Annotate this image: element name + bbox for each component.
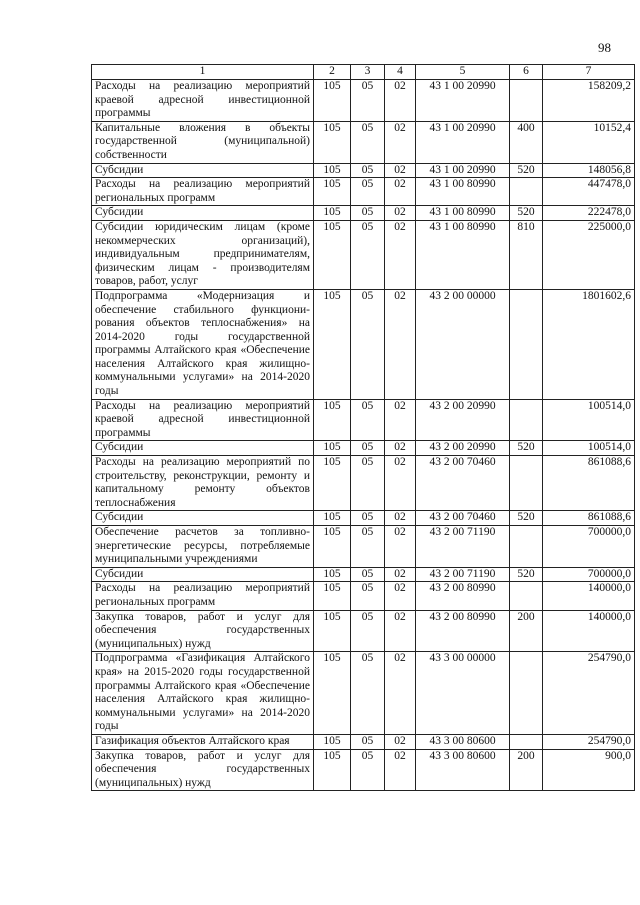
cell-code-5: 43 2 00 20990 — [416, 441, 510, 456]
cell-code-6 — [510, 526, 543, 568]
cell-code-6 — [510, 399, 543, 441]
table-body — [92, 80, 635, 791]
cell-code-6 — [510, 734, 543, 749]
table-row — [92, 749, 635, 791]
table-row — [92, 399, 635, 441]
cell-code-5: 43 2 00 71190 — [416, 526, 510, 568]
cell-code-6 — [510, 582, 543, 610]
cell-code-4: 02 — [385, 178, 416, 206]
table-header-row — [92, 65, 635, 80]
row-name-cell: Подпрограмма «Газификация Алтайского края» на 2015-2020 годы государственной программы Алтайского края «Обеспечение населения Алтайского края жилищно-коммунальными услугами» на 2014-2020 годы — [92, 652, 314, 735]
cell-code-3: 05 — [351, 441, 385, 456]
cell-amount: 100514,0 — [543, 441, 635, 456]
cell-code-3: 05 — [351, 526, 385, 568]
cell-code-4: 02 — [385, 749, 416, 791]
cell-code-3: 05 — [351, 163, 385, 178]
table-row — [92, 220, 635, 289]
cell-amount: 254790,0 — [543, 652, 635, 735]
table-row — [92, 610, 635, 652]
cell-code-2: 105 — [314, 206, 351, 221]
row-name-cell: Закупка товаров, работ и услуг для обеспечения государственных (муниципальных) нужд — [92, 610, 314, 652]
cell-code-2: 105 — [314, 121, 351, 163]
cell-code-5: 43 3 00 00000 — [416, 652, 510, 735]
cell-code-2: 105 — [314, 610, 351, 652]
cell-code-6: 200 — [510, 610, 543, 652]
cell-code-2: 105 — [314, 652, 351, 735]
cell-code-6: 200 — [510, 749, 543, 791]
cell-code-4: 02 — [385, 206, 416, 221]
table-row — [92, 441, 635, 456]
row-name-cell: Расходы на реализацию мероприятий краевой адресной инвестиционной программы — [92, 80, 314, 122]
column-header: 4 — [385, 65, 416, 80]
row-name-cell: Расходы на реализацию мероприятий региональных программ — [92, 582, 314, 610]
cell-code-5: 43 1 00 20990 — [416, 80, 510, 122]
column-header: 3 — [351, 65, 385, 80]
cell-code-5: 43 2 00 70460 — [416, 511, 510, 526]
cell-code-6: 520 — [510, 206, 543, 221]
cell-code-2: 105 — [314, 178, 351, 206]
cell-code-2: 105 — [314, 163, 351, 178]
table-row — [92, 289, 635, 399]
cell-code-2: 105 — [314, 526, 351, 568]
cell-code-5: 43 1 00 80990 — [416, 220, 510, 289]
cell-code-2: 105 — [314, 399, 351, 441]
row-name-cell: Расходы на реализацию мероприятий краевой адресной инвестиционной программы — [92, 399, 314, 441]
cell-code-6: 520 — [510, 511, 543, 526]
cell-code-3: 05 — [351, 289, 385, 399]
table-row — [92, 163, 635, 178]
row-name-cell: Подпрограмма «Модернизация и обеспечение стабильного функционирования объектов теплоснабжения» на 2014-2020 годы государственной программы Алтайского края «Обеспечение населения Алтайского края жилищно-коммунальными услугами» на 2014-2020 годы — [92, 289, 314, 399]
cell-amount: 700000,0 — [543, 526, 635, 568]
cell-code-6: 520 — [510, 567, 543, 582]
cell-code-4: 02 — [385, 441, 416, 456]
cell-code-4: 02 — [385, 289, 416, 399]
row-name-cell: Субсидии юридическим лицам (кроме некоммерческих организаций), индивидуальным предпринимателям, физическим лицам - производителям товаров, работ, услуг — [92, 220, 314, 289]
cell-code-5: 43 2 00 00000 — [416, 289, 510, 399]
cell-code-6 — [510, 456, 543, 511]
cell-code-5: 43 1 00 20990 — [416, 163, 510, 178]
cell-amount: 900,0 — [543, 749, 635, 791]
cell-amount: 254790,0 — [543, 734, 635, 749]
table-row — [92, 652, 635, 735]
cell-code-4: 02 — [385, 734, 416, 749]
cell-code-2: 105 — [314, 749, 351, 791]
cell-amount: 148056,8 — [543, 163, 635, 178]
column-header: 5 — [416, 65, 510, 80]
cell-amount: 140000,0 — [543, 582, 635, 610]
cell-amount: 861088,6 — [543, 511, 635, 526]
row-name-cell: Обеспечение расчетов за топливно-энергетические ресурсы, потребляемые муниципальными учреждениями — [92, 526, 314, 568]
cell-code-2: 105 — [314, 80, 351, 122]
cell-code-5: 43 1 00 80990 — [416, 178, 510, 206]
row-name-cell: Закупка товаров, работ и услуг для обеспечения государственных (муниципальных) нужд — [92, 749, 314, 791]
row-name-cell: Субсидии — [92, 206, 314, 221]
cell-code-5: 43 2 00 20990 — [416, 399, 510, 441]
table-row — [92, 121, 635, 163]
cell-code-5: 43 3 00 80600 — [416, 734, 510, 749]
cell-amount: 140000,0 — [543, 610, 635, 652]
row-name-cell: Субсидии — [92, 511, 314, 526]
cell-code-4: 02 — [385, 220, 416, 289]
cell-code-5: 43 2 00 71190 — [416, 567, 510, 582]
cell-code-2: 105 — [314, 289, 351, 399]
cell-code-4: 02 — [385, 163, 416, 178]
cell-code-4: 02 — [385, 526, 416, 568]
cell-code-2: 105 — [314, 567, 351, 582]
cell-code-4: 02 — [385, 567, 416, 582]
column-header: 1 — [92, 65, 314, 80]
cell-code-3: 05 — [351, 206, 385, 221]
cell-amount: 1801602,6 — [543, 289, 635, 399]
row-name-cell: Субсидии — [92, 441, 314, 456]
table-row — [92, 526, 635, 568]
cell-code-3: 05 — [351, 582, 385, 610]
cell-code-2: 105 — [314, 511, 351, 526]
table-row — [92, 734, 635, 749]
cell-code-3: 05 — [351, 220, 385, 289]
cell-code-3: 05 — [351, 178, 385, 206]
column-header: 7 — [543, 65, 635, 80]
cell-code-5: 43 2 00 70460 — [416, 456, 510, 511]
table-row — [92, 456, 635, 511]
cell-code-3: 05 — [351, 610, 385, 652]
cell-code-6: 520 — [510, 441, 543, 456]
cell-code-6 — [510, 178, 543, 206]
table-row — [92, 582, 635, 610]
cell-code-6: 520 — [510, 163, 543, 178]
table-row — [92, 511, 635, 526]
cell-code-2: 105 — [314, 456, 351, 511]
cell-code-5: 43 1 00 80990 — [416, 206, 510, 221]
cell-code-2: 105 — [314, 582, 351, 610]
cell-amount: 447478,0 — [543, 178, 635, 206]
cell-code-3: 05 — [351, 652, 385, 735]
cell-code-6 — [510, 652, 543, 735]
cell-code-3: 05 — [351, 734, 385, 749]
cell-code-2: 105 — [314, 734, 351, 749]
table-row — [92, 80, 635, 122]
cell-code-3: 05 — [351, 399, 385, 441]
cell-amount: 700000,0 — [543, 567, 635, 582]
cell-code-3: 05 — [351, 121, 385, 163]
cell-code-6 — [510, 289, 543, 399]
cell-code-4: 02 — [385, 399, 416, 441]
cell-code-4: 02 — [385, 511, 416, 526]
cell-code-3: 05 — [351, 456, 385, 511]
cell-code-4: 02 — [385, 456, 416, 511]
cell-code-6 — [510, 80, 543, 122]
row-name-cell: Субсидии — [92, 567, 314, 582]
table-row — [92, 178, 635, 206]
cell-code-3: 05 — [351, 749, 385, 791]
row-name-cell: Газификация объектов Алтайского края — [92, 734, 314, 749]
cell-code-3: 05 — [351, 567, 385, 582]
cell-code-3: 05 — [351, 80, 385, 122]
cell-code-4: 02 — [385, 652, 416, 735]
cell-amount: 222478,0 — [543, 206, 635, 221]
cell-code-2: 105 — [314, 220, 351, 289]
cell-code-6: 810 — [510, 220, 543, 289]
table-row — [92, 206, 635, 221]
cell-code-2: 105 — [314, 441, 351, 456]
cell-amount: 861088,6 — [543, 456, 635, 511]
cell-code-4: 02 — [385, 582, 416, 610]
column-header: 2 — [314, 65, 351, 80]
cell-code-4: 02 — [385, 610, 416, 652]
cell-code-5: 43 2 00 80990 — [416, 610, 510, 652]
row-name-cell: Субсидии — [92, 163, 314, 178]
cell-code-5: 43 3 00 80600 — [416, 749, 510, 791]
cell-code-3: 05 — [351, 511, 385, 526]
cell-code-6: 400 — [510, 121, 543, 163]
table-row — [92, 567, 635, 582]
cell-code-4: 02 — [385, 80, 416, 122]
column-header: 6 — [510, 65, 543, 80]
budget-table — [91, 64, 635, 791]
page-number: 98 — [598, 40, 611, 55]
row-name-cell: Расходы на реализацию мероприятий региональных программ — [92, 178, 314, 206]
cell-code-4: 02 — [385, 121, 416, 163]
cell-code-5: 43 2 00 80990 — [416, 582, 510, 610]
cell-amount: 10152,4 — [543, 121, 635, 163]
cell-code-5: 43 1 00 20990 — [416, 121, 510, 163]
cell-amount: 100514,0 — [543, 399, 635, 441]
cell-amount: 158209,2 — [543, 80, 635, 122]
cell-amount: 225000,0 — [543, 220, 635, 289]
row-name-cell: Капитальные вложения в объекты государственной (муниципальной) собственности — [92, 121, 314, 163]
row-name-cell: Расходы на реализацию мероприятий по строительству, реконструкции, ремонту и капитальному ремонту объектов теплоснабжения — [92, 456, 314, 511]
